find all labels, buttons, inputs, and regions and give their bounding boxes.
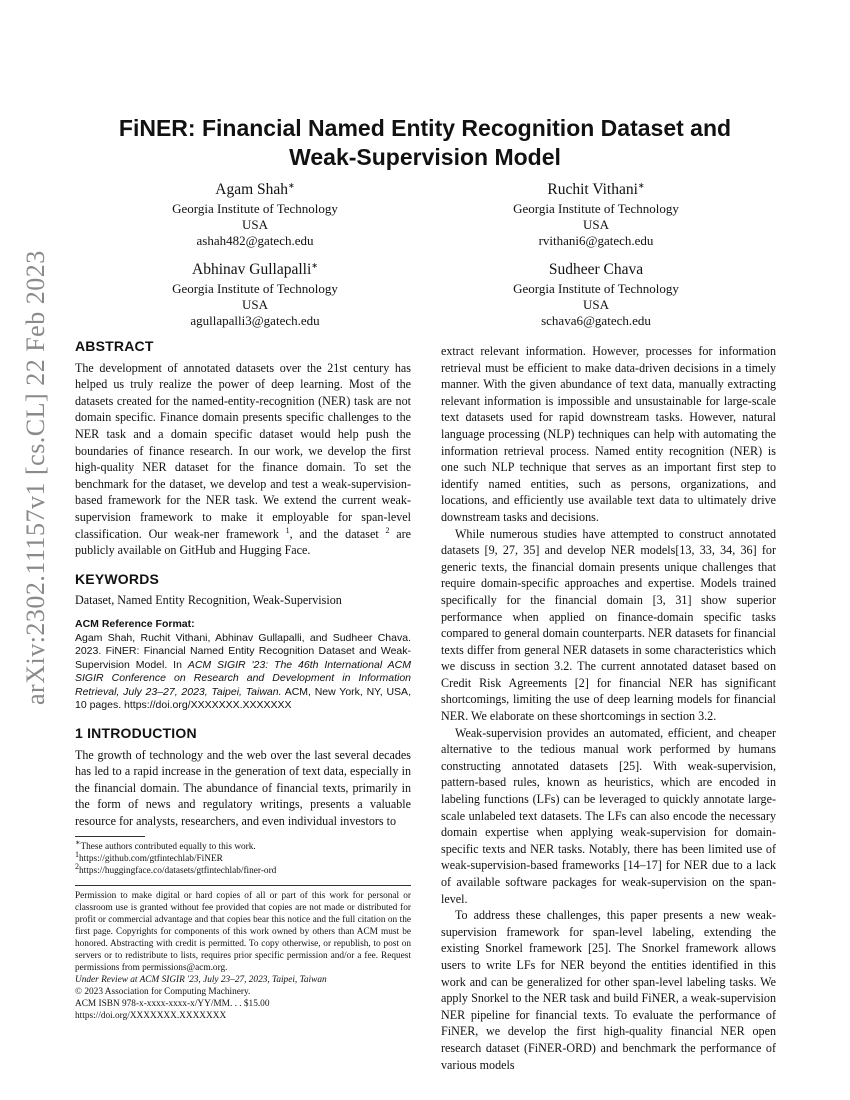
abstract-text-c: are publicly available on GitHub and Hugging Face. [75, 526, 411, 558]
footnotes [75, 837, 411, 877]
paper-title [75, 114, 775, 172]
copyright-line: © 2023 Association for Computing Machinery. [75, 986, 251, 997]
right-column [441, 343, 776, 1073]
author-affiliation: Georgia Institute of Technology [513, 201, 679, 216]
footnote-mark: 2 [75, 861, 79, 871]
acm-reference-heading: ACM Reference Format: [75, 617, 195, 630]
author-country: USA [241, 217, 268, 232]
keywords-text: Dataset, Named Entity Recognition, Weak-Supervision [75, 593, 342, 608]
abstract-heading: ABSTRACT [75, 338, 154, 354]
footnote-mark: 1 [75, 849, 79, 859]
acm-reference-text-a: Agam Shah, Ruchit Vithani, Abhinav Gullapalli, and Sudheer Chava. 2023. FiNER: Financial Named Entity Recognition Dataset and Weak-Supervision Model. In [75, 631, 411, 671]
author-mark: ∗ [288, 180, 295, 190]
footnote-text: https://huggingface.co/datasets/gtfintechlab/finer-ord [79, 865, 277, 876]
author-country: USA [582, 217, 609, 232]
keywords-heading: KEYWORDS [75, 570, 160, 587]
permission-divider [75, 885, 411, 886]
author-country: USA [582, 297, 609, 312]
author-affiliation: Georgia Institute of Technology [172, 281, 338, 296]
title-line-1: FiNER: Financial Named Entity Recognition Dataset and [118, 115, 732, 141]
footnote-divider [75, 836, 145, 837]
intro-paragraph-2: While numerous studies have attempted to construct annotated datasets [9, 27, 35] and develop NER models[13, 33, 34, 36] for generic texts, the financial domain presents unique challenges that require domain-specific approaches and expertise. Models trained specifically for the financial domain [3, 31] show superior performance when applied on finance-domain specific tasks compared to general domain counterparts. NER datasets for financial texts differ from general NER datasets in some characteristics which we discuss in section 3.2. The current annotated dataset based on Credit Risk Agreements [2] for financial NER has significant shortcomings, limiting the use of deep learning models for financial NER. We elaborate on these shortcomings in section 3.2. [441, 526, 776, 724]
author-mark: ∗ [311, 260, 318, 270]
author-block-2 [446, 180, 746, 249]
intro-paragraph-4: To address these challenges, this paper presents a new weak-supervision framework for span-level labeling, extending the existing Snorkel framework [25]. The Snorkel framework allows users to write LFs for NER beyond the entities identified in this work and can be generalized for other span-level labeling tasks. We apply Snorkel to the NER task and build FiNER, a weak-supervision NER pipeline for financial texts. To evaluate the performance of FiNER, we develop the first high-quality financial NER open research dataset (FiNER-ORD) and benchmark the performance of various models [441, 908, 776, 1072]
introduction-text: The growth of technology and the web over the last several decades has led to a rapid increase in the generation of text data, especially in the financial domain. The abundance of financial texts, primarily in the form of news and regulatory writings, presents a valuable resource for analysts, researchers, and even individual investors to [75, 747, 411, 829]
author-block-1 [105, 180, 405, 249]
author-block-4 [446, 260, 746, 329]
footnote-ref-1: 1 [285, 525, 290, 535]
author-email: ashah482@gatech.edu [196, 233, 314, 248]
arxiv-stamp: arXiv:2302.11157v1 [cs.CL] 22 Feb 2023 [21, 250, 50, 705]
left-column [75, 338, 411, 1022]
author-name: Agam Shah [215, 181, 289, 198]
author-name: Sudheer Chava [548, 261, 644, 278]
author-mark: ∗ [637, 180, 645, 190]
author-name: Ruchit Vithani [547, 181, 638, 198]
author-country: USA [241, 297, 268, 312]
footnote-text: These authors contributed equally to this work. [80, 841, 256, 852]
intro-paragraph-1: extract relevant information. However, processes for information retrieval must be efficient to make data-driven decisions in a timely manner. With the given abundance of text data, manually extracting relevant information is impossible and unsustainable for large-scale text datasets used for rapid downstream tasks. However, natural language processing (NLP) techniques can help with automating the information retrieval process. Named entity recognition (NER) is one such NLP technique that serves as an important first step to identify named entities, such as persons, organizations, and locations, and efficiently use available text data to ultimately drive downstream tasks and decisions. [441, 344, 776, 524]
permission-text: Permission to make digital or hard copies of all or part of this work for personal or classroom use is granted without fee provided that copies are not made or distributed for profit or commercial advantage and that copies bear this notice and the full citation on the first page. Copyrights for components of this work owned by others than ACM must be honored. Abstracting with credit is permitted. To copy otherwise, or republish, to post on servers or to redistribute to lists, requires prior specific permission and/or a fee. Request permissions from permissions@acm.org. [75, 890, 411, 973]
author-email: schava6@gatech.edu [541, 313, 651, 328]
footnote-ref-2: 2 [385, 525, 390, 535]
footnote-mark: ∗ [75, 837, 81, 847]
author-affiliation: Georgia Institute of Technology [513, 281, 679, 296]
abstract-text [75, 360, 411, 559]
abstract-text-a: The development of annotated datasets over the 21st century has helped us truly realize the power of deep learning. Most of the datasets created for the named-entity-recognition (NER) task are not domain specific. Finance domain presents specific challenges to the NER task and a domain specific dataset would help push the boundaries of finance research. In our work, we develop the first high-quality NER dataset for the finance domain. To set the benchmark for the dataset, we develop and test a weak-supervision-based framework for the NER task. We extend the current weak-supervision framework to make it employable for span-level classification. Our weak-ner framework [75, 360, 411, 541]
footnote-2 [75, 849, 411, 865]
acm-reference-venue: ACM SIGIR '23: The 46th International ACM SIGIR Conference on Research and Development in Information Retrieval, July 23–27, 2023, Taipei, Taiwan. [75, 658, 411, 698]
isbn-line: ACM ISBN 978-x-xxxx-xxxx-x/YY/MM. . . $15.00 [75, 998, 270, 1009]
author-block-3 [105, 260, 405, 329]
author-name: Abhinav Gullapalli [192, 261, 312, 278]
footnote-text: https://github.com/gtfintechlab/FiNER [79, 853, 223, 864]
permission-venue: Under Review at ACM SIGIR '23, July 23–27, 2023, Taipei, Taiwan [75, 974, 327, 985]
author-affiliation: Georgia Institute of Technology [172, 201, 338, 216]
acm-reference [75, 618, 411, 713]
introduction-heading: 1 INTRODUCTION [75, 725, 197, 742]
footnote-1 [75, 837, 411, 853]
author-email: agullapalli3@gatech.edu [190, 313, 320, 328]
abstract-text-b: , and the dataset [289, 526, 379, 541]
intro-paragraph-3: Weak-supervision provides an automated, efficient, and cheaper alternative to the tedious manual work performed by humans constructing annotated datasets [25]. With weak-supervision, pattern-based rules, known as heuristics, which are encoded in labeling functions (LFs) can be leveraged to quickly annotate large-scale unlabeled text datasets. The LFs can also encode the necessary domain expertise when applying weak-supervision for domain-specific texts and NER tasks. Notably, there has been limited use of weak-supervision-based frameworks [14–17] for NER due to a lack of available software packages for weak-supervision on the span-level. [441, 725, 776, 906]
footnote-3 [75, 861, 411, 877]
permission-block [75, 890, 411, 1022]
title-line-2: Weak-Supervision Model [289, 144, 561, 170]
acm-reference-text-b: ACM, New York, NY, USA, 10 pages. https://doi.org/XXXXXXX.XXXXXXX [75, 685, 411, 712]
doi-line: https://doi.org/XXXXXXX.XXXXXXX [75, 1010, 227, 1021]
author-email: rvithani6@gatech.edu [538, 233, 654, 248]
